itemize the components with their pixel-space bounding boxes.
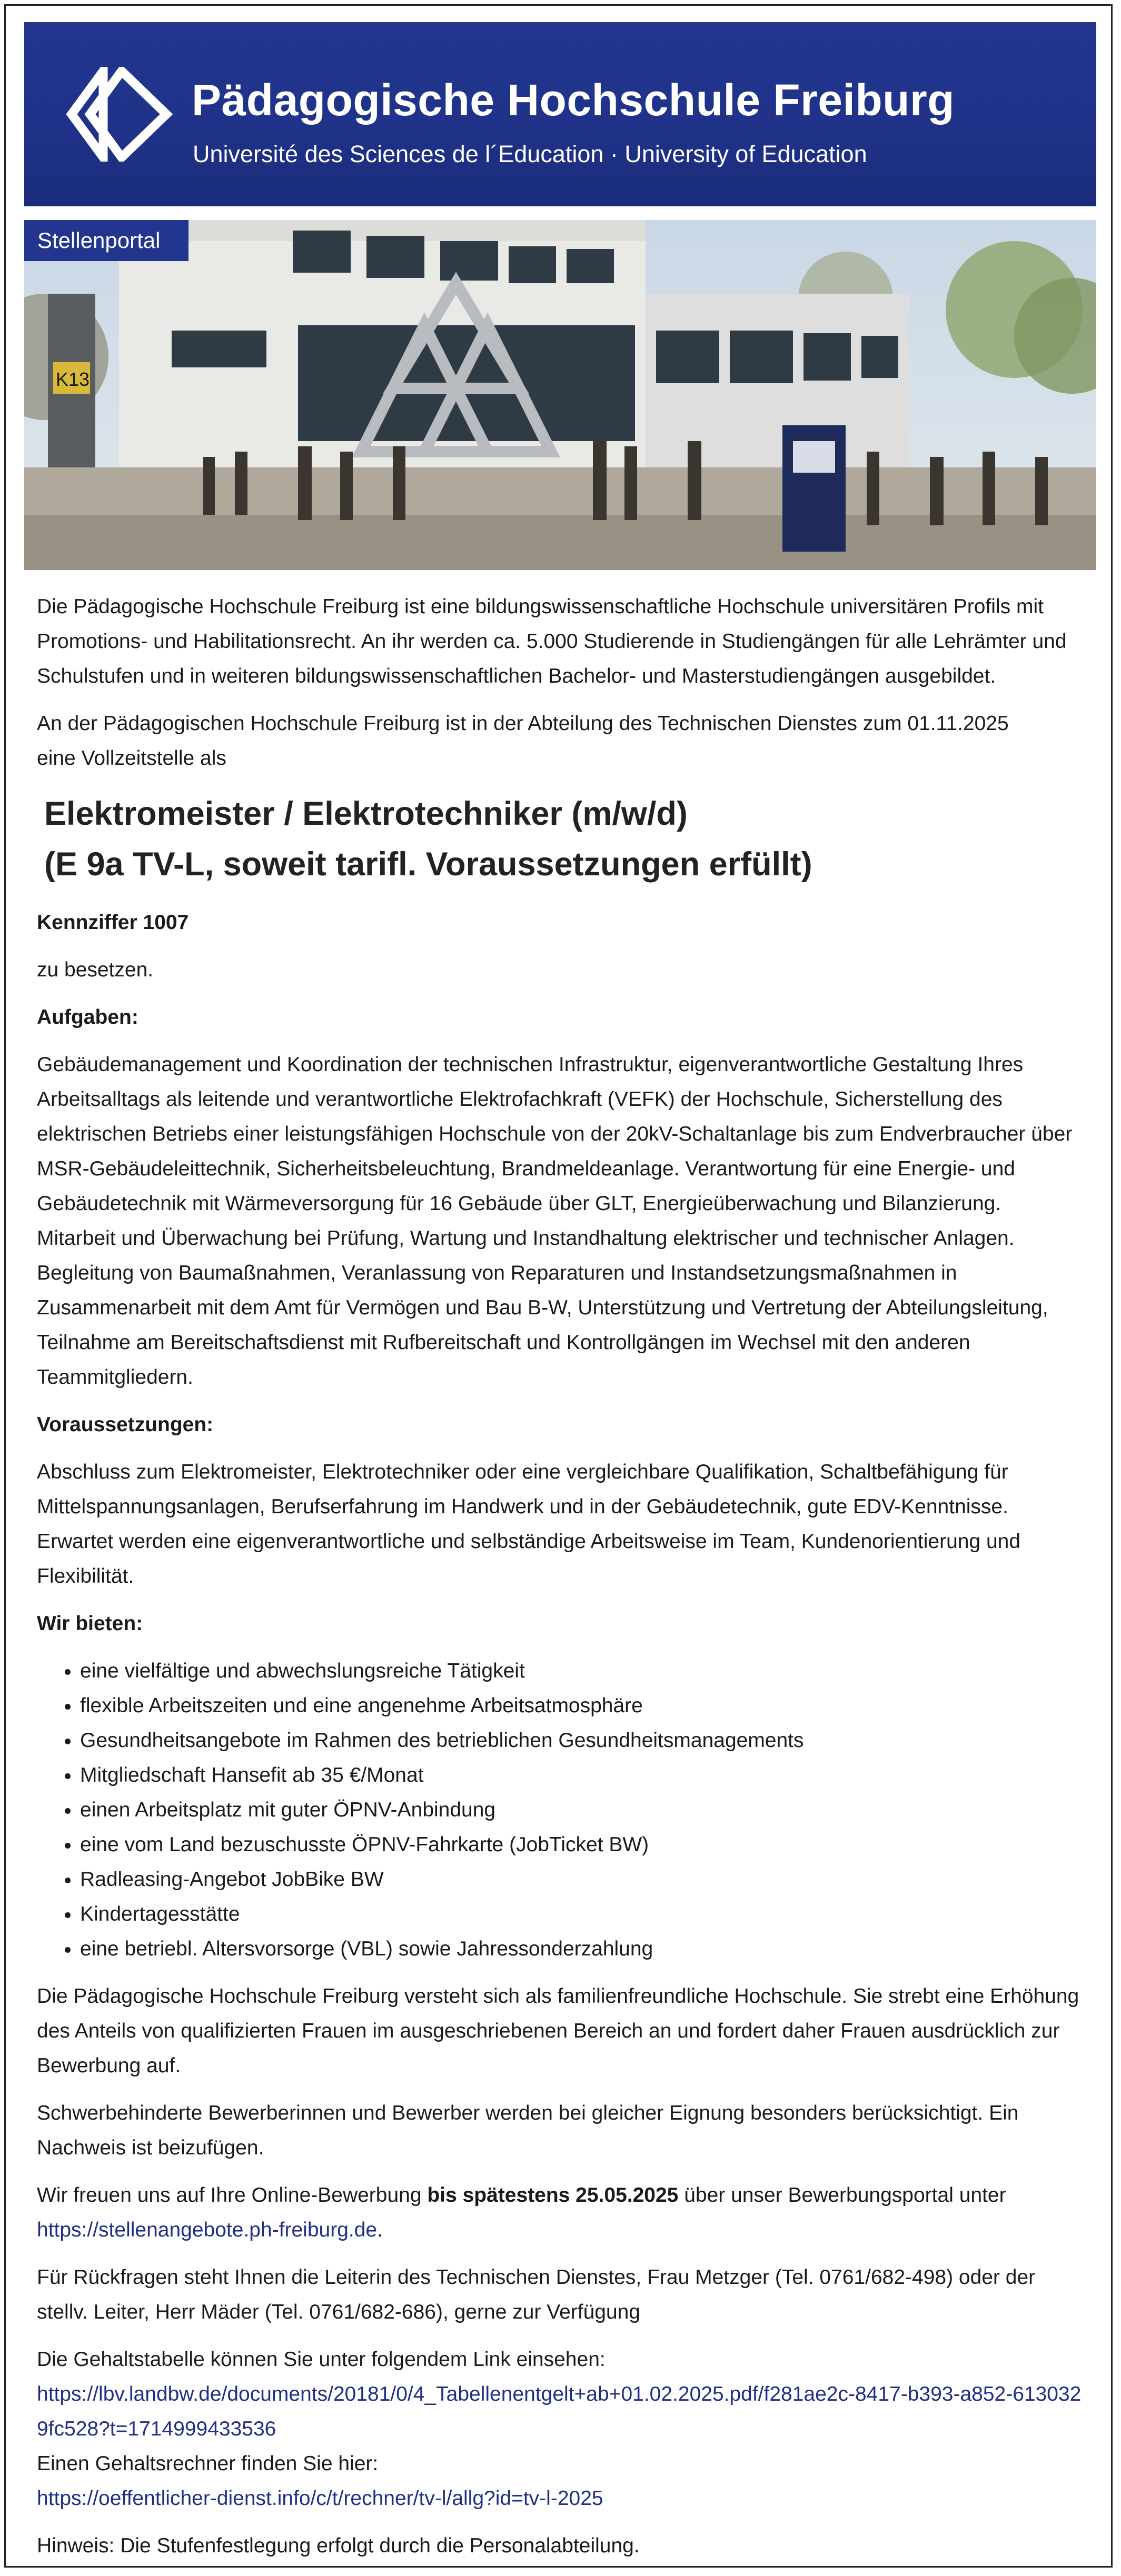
benefits-list [37,1654,1085,1966]
intro-line-1: An der Pädagogischen Hochschule Freiburg ist in der Abteilung des Technischen Dienstes zum 01.11.2025 [37,712,1009,735]
portal-tag[interactable]: Stellenportal [24,220,189,261]
requirements-heading: Voraussetzungen: [37,1413,214,1436]
list-item: • eine betriebl. Altersvorsorge (VBL) sowie Jahressonderzahlung [80,1932,1085,1966]
salary-table-text: Die Gehaltstabelle können Sie unter folgendem Link einsehen: [37,2348,606,2371]
list-item: • eine vielfältige und abwechslungsreiche Tätigkeit [80,1654,1085,1689]
disability-text: Schwerbehinderte Bewerberinnen und Bewerber werden bei gleicher Eignung besonders berücksichtigt. Ein Nachweis ist beizufügen. [37,2102,1019,2159]
job-title [44,788,1085,890]
application-end: . [377,2219,383,2241]
application-deadline: bis spätestens 25.05.2025 [427,2184,679,2206]
intro-line-2: eine Vollzeitstelle als [37,747,226,770]
list-item: • Gesundheitsangebote im Rahmen des betrieblichen Gesundheitsmanagements [80,1723,1085,1758]
salary-calculator-text: Einen Gehaltsrechner finden Sie hier: [37,2452,379,2475]
university-subtitle: Université des Sciences de l´Education · University of Education [193,141,867,167]
to-be-filled-text: zu besetzen. [37,958,154,981]
list-item: • flexible Arbeitszeiten und eine angenehme Arbeitsatmosphäre [80,1689,1085,1723]
requirements-text: Abschluss zum Elektromeister, Elektrotechniker oder eine vergleichbare Qualifikation, Schaltbefähigung für Mittelspannungsanlagen, Berufserfahrung im Handwerk und in der Gebäudetechnik, gute EDV-Kenntnisse. Erwartet werden eine eigenverantwortliche und selbständige Arbeitsweise im Team, Kundenorientierung und Flexibilität. [37,1461,1021,1587]
university-title: Pädagogische Hochschule Freiburg [192,75,955,125]
tasks-heading: Aufgaben: [37,1006,138,1029]
list-item: • Radleasing-Angebot JobBike BW [80,1862,1085,1897]
reference-number: Kennziffer 1007 [37,911,189,934]
application-pre: Wir freuen uns auf Ihre Online-Bewerbung [37,2184,428,2206]
list-item: • eine vom Land bezuschusste ÖPNV-Fahrkarte (JobTicket BW) [80,1828,1085,1862]
intro-paragraph: Die Pädagogische Hochschule Freiburg ist eine bildungswissenschaftliche Hochschule universitären Profils mit Promotions- und Habilitationsrecht. An ihr werden ca. 5.000 Studierende in Studiengängen für alle Lehrämter und Schulstufen und in weiteren bildungswissenschaftlichen Bachelor- und Masterstudiengängen ausgebildet. [37,595,1067,687]
job-posting [37,590,1085,2576]
application-text [37,2178,1085,2248]
family-friendly-text: Die Pädagogische Hochschule Freiburg versteht sich als familienfreundliche Hochschule. Sie strebt eine Erhöhung des Anteils von qualifizierten Frauen im ausgeschriebenen Bereich an und fordert daher Frauen ausdrücklich zur Bewerbung auf. [37,1985,1079,2077]
list-item: • einen Arbeitsplatz mit guter ÖPNV-Anbindung [80,1793,1085,1828]
campus-photo [24,220,1096,570]
salary-info [37,2342,1085,2516]
tasks-text: Gebäudemanagement und Koordination der technischen Infrastruktur, eigenverantwortliche Gestaltung Ihres Arbeitsalltags als leitende und verantwortliche Elektrofachkraft (VEFK) der Hochschule, Sicherstellung des elektrischen Betriebs einer leistungsfähigen Hochschule von der 20kV-Schaltanlage bis zum Endverbraucher über MSR-Gebäudeleittechnik, Sicherheitsbeleuchtung, Brandmeldeanlage. Verantwortung für eine Energie- und Gebäudetechnik mit Wärmeversorgung für 16 Gebäude über GLT, Energieüberwachung und Bilanzierung. Mitarbeit und Überwachung bei Prüfung, Wartung und Instandhaltung elektrischer und technischer Anlagen. Begleitung von Baumaßnahmen, Veranlassung von Reparaturen und Instandsetzungsmaßnahmen in Zusammenarbeit mit dem Amt für Vermögen und Bau B-W, Unterstützung und Vertretung der Abteilungsleitung, Teilnahme am Bereitschaftsdienst mit Rufbereitschaft und Kontrollgängen im Wechsel mit den anderen Teammitgliedern. [37,1053,1073,1389]
salary-table-link[interactable]: https://lbv.landbw.de/documents/20181/0/4_Tabellenentgelt+ab+01.02.2025.pdf/f281ae2c-8417-b393-a852-6130329fc528?t=1714999433536 [37,2383,1082,2440]
job-title-line-1: Elektromeister / Elektrotechniker (m/w/d) [44,795,688,832]
contact-text: Für Rückfragen steht Ihnen die Leiterin des Technischen Dienstes, Frau Metzger (Tel. 0761/682-498) oder der stellv. Leiter, Herr Mäder (Tel. 0761/682-686), gerne zur Verfügung [37,2266,1036,2323]
benefits-heading: Wir bieten: [37,1612,143,1635]
hint-text: Hinweis: Die Stufenfestlegung erfolgt durch die Personalabteilung. [37,2534,640,2557]
application-post: über unser Bewerbungsportal unter [678,2184,1006,2206]
building-sign: K13 [56,368,90,390]
job-title-line-2: (E 9a TV-L, soweit tarifl. Voraussetzungen erfüllt) [44,846,812,883]
application-portal-link[interactable]: https://stellenangebote.ph-freiburg.de [37,2219,378,2241]
university-logo-icon [66,67,177,162]
list-item: • Mitgliedschaft Hansefit ab 35 €/Monat [80,1758,1085,1793]
list-item: • Kindertagesstätte [80,1897,1085,1932]
intro-paragraph-2 [37,706,1085,776]
header-banner [24,22,1096,206]
salary-calculator-link[interactable]: https://oeffentlicher-dienst.info/c/t/rechner/tv-l/allg?id=tv-l-2025 [37,2487,603,2510]
